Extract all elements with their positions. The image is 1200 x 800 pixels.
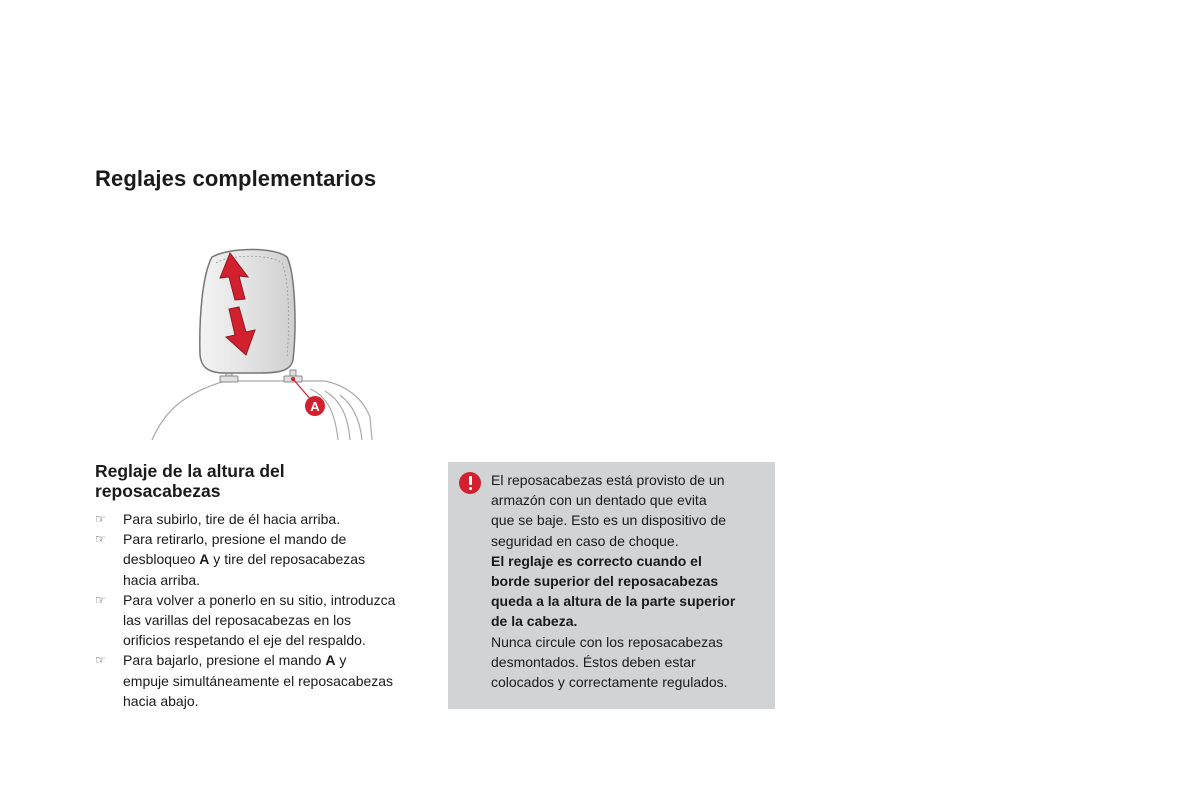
pointing-hand-icon: ☞ — [95, 512, 106, 526]
warning-line: desmontados. Éstos deben estar — [491, 653, 696, 670]
pointing-hand-icon: ☞ — [95, 653, 106, 668]
adjustment-steps-list — [95, 509, 425, 711]
step-refit-line-2: las varillas del reposacabezas en los — [123, 612, 352, 629]
control-a-reference: A — [325, 652, 336, 669]
step-lower-line-1b: y — [335, 652, 347, 669]
step-refit-line-3: orificios respetando el eje del respaldo. — [123, 632, 366, 649]
warning-line: armazón con un dentado que evita — [491, 492, 707, 509]
warning-line: colocados y correctamente regulados. — [491, 674, 728, 691]
step-remove-line-1: Para retirarlo, presione el mando de — [123, 531, 347, 548]
step-raise-text: Para subirlo, tire de él hacia arriba. — [123, 511, 341, 527]
warning-line: seguridad en caso de choque. — [491, 532, 679, 549]
headrest — [200, 250, 295, 374]
step-refit — [95, 590, 425, 651]
warning-exclamation-icon — [459, 472, 481, 494]
step-refit-line-1: Para volver a ponerlo en su sitio, introduzca — [123, 591, 396, 608]
page-title: Reglajes complementarios — [95, 166, 377, 191]
step-remove-line-3: hacia arriba. — [123, 571, 201, 588]
step-lower-line-1a: Para bajarlo, presione el mando — [123, 652, 326, 669]
warning-text — [491, 470, 771, 692]
section-title — [95, 461, 425, 501]
warning-line: El reposacabezas está provisto de un — [491, 472, 725, 488]
seat-backrest — [152, 381, 372, 440]
section-title-line-1: Reglaje de la altura del — [95, 461, 285, 481]
step-lower-line-3: hacia abajo. — [123, 692, 199, 709]
warning-box — [448, 462, 775, 709]
step-lower-line-2: empuje simultáneamente el reposacabezas — [123, 672, 394, 689]
step-remove — [95, 529, 425, 590]
warning-bold-line: queda a la altura de la parte superior — [491, 593, 736, 610]
callout-leader — [293, 379, 312, 401]
warning-bold-line: borde superior del reposacabezas — [491, 573, 719, 590]
pointing-hand-icon: ☞ — [95, 532, 106, 547]
control-a-reference: A — [199, 551, 210, 568]
warning-line: Nunca circule con los reposacabezas — [491, 633, 723, 650]
callout-a-marker — [305, 396, 325, 416]
section-title-line-2: reposacabezas — [95, 481, 221, 501]
warning-line: que se baje. Esto es un dispositivo de — [491, 512, 727, 529]
callout-a-label: A — [310, 399, 320, 414]
step-raise — [95, 509, 425, 529]
step-lower — [95, 650, 425, 711]
step-remove-line-2b: y tire del reposacabezas — [209, 551, 366, 568]
step-remove-line-2a: desbloqueo — [123, 551, 200, 568]
warning-bold-line: El reglaje es correcto cuando el — [491, 552, 702, 569]
headrest-adjustment-illustration — [150, 245, 380, 445]
warning-bold-line: de la cabeza. — [491, 613, 578, 630]
pointing-hand-icon: ☞ — [95, 592, 106, 607]
